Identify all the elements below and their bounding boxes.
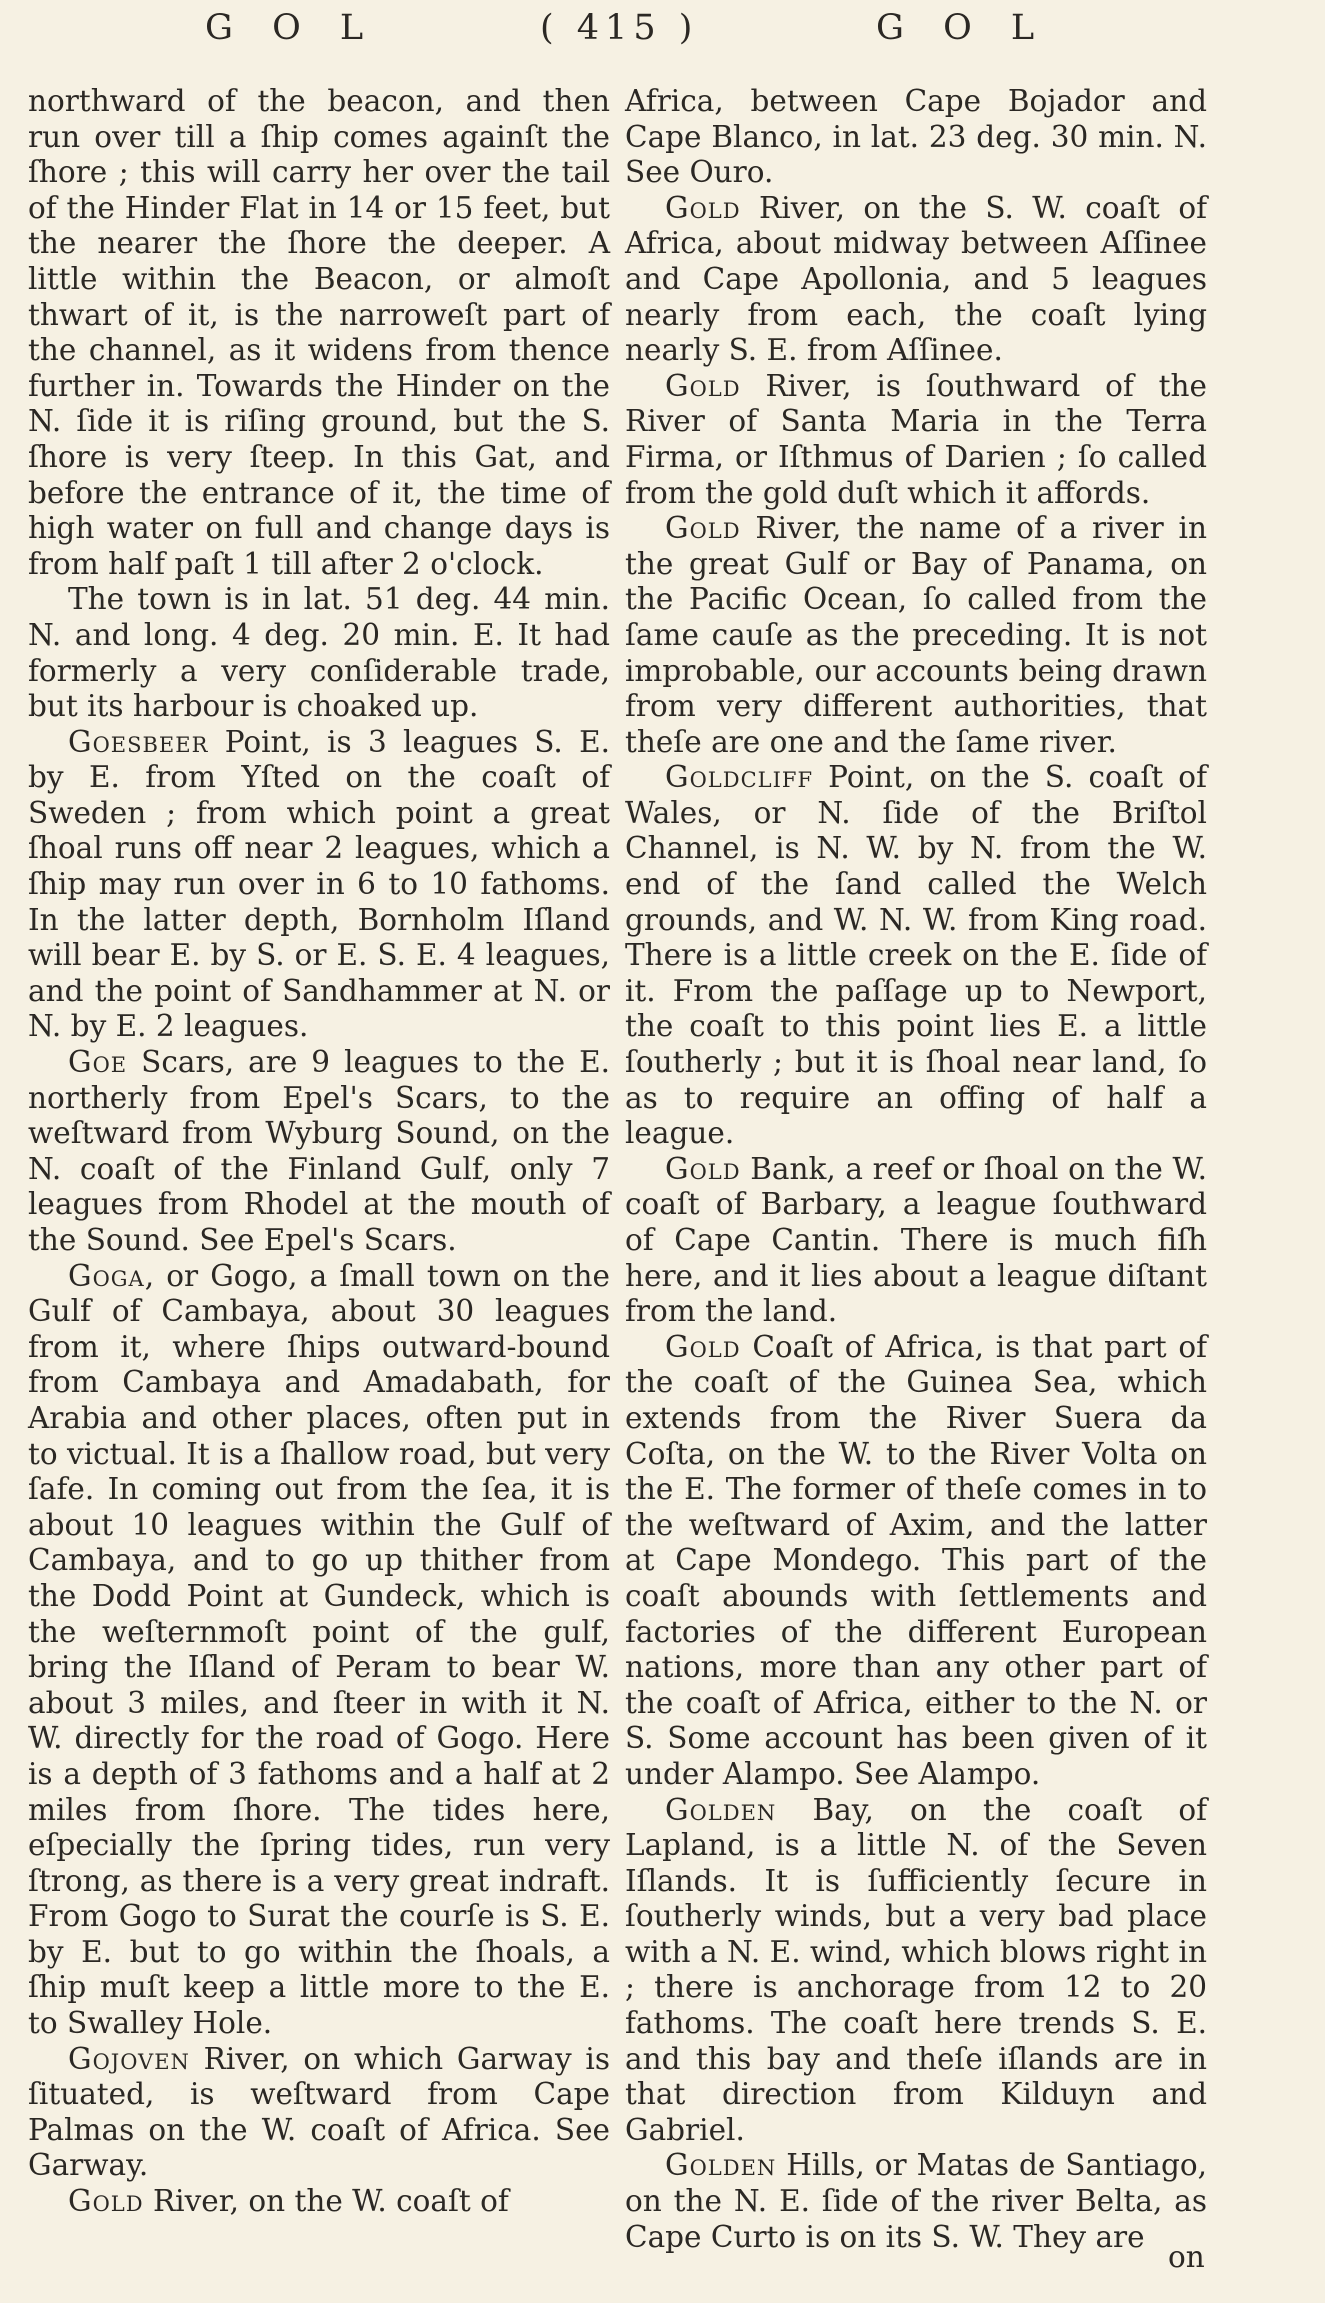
entry-headword: Gold: [665, 368, 741, 403]
entry-headword: Goga: [68, 1258, 145, 1293]
entry-text: River, on which Garway is ſituated, is weſtward from Cape Palmas on the W. coaſt of Africa. See Garway.: [28, 2041, 610, 2183]
entry-text: The town is in lat. 51 deg. 44 min. N. and long. 4 deg. 20 min. E. It had formerly a very conſiderable trade, but its harbour is choaked up.: [28, 582, 610, 724]
entry-paragraph: [625, 1330, 1207, 1793]
entry-paragraph: [28, 582, 610, 724]
entry-headword: Gold: [665, 1151, 741, 1186]
entry-text: Bank, a reef or ſhoal on the W. coaſt of Barbary, a league ſouthward of Cape Cantin. There is much fiſh here, and it lies about a league diſtant from the land.: [625, 1151, 1207, 1329]
entry-paragraph: [28, 84, 610, 582]
catchword: on: [1168, 2240, 1205, 2274]
entry-paragraph: [625, 369, 1207, 511]
entry-headword: Goe: [68, 1045, 128, 1080]
entry-text: Africa, between Cape Bojador and Cape Blanco, in lat. 23 deg. 30 min. N. See Ouro.: [625, 84, 1207, 190]
right-column: [625, 84, 1207, 2255]
entry-text: northward of the beacon, and then run over till a ſhip comes againſt the ſhore ; this will carry her over the tail of the Hinder Flat in 14 or 15 feet, but the nearer the ſhore the deeper. A little within the Beacon, or almoſt thwart of it, is the narroweſt part of the channel, as it widens from thence further in. Towards the Hinder on the N. ſide it is riſing ground, but the S. ſhore is very ſteep. In this Gat, and before the entrance of it, the time of high water on full and change days is from half paſt 1 till after 2 o'clock.: [28, 84, 610, 581]
entry-text: Coaſt of Africa, is that part of the coaſt of the Guinea Sea, which extends from the River Suera da Coſta, on the W. to the River Volta on the E. The former of theſe comes in to the weſtward of Axim, and the latter at Cape Mondego. This part of the coaſt abounds with ſettlements and factories of the different European nations, more than any other part of the coaſt of Africa, either to the N. or S. Some account has been given of it under Alampo. See Alampo.: [625, 1329, 1207, 1791]
entry-paragraph: [28, 725, 610, 1045]
entry-headword: Gold: [68, 2184, 144, 2219]
entry-text: Scars, are 9 leagues to the E. northerly from Epel's Scars, to the weſtward from Wyburg Sound, on the N. coaſt of the Finland Gulf, only 7 leagues from Rhodel at the mouth of the Sound. See Epel's Scars.: [28, 1045, 610, 1257]
entry-paragraph: [28, 2184, 610, 2220]
entry-headword: Golden: [665, 1792, 777, 1827]
entry-text: Hills, or Matas de Santiago, on the N. E. ſide of the river Belta, as Cape Curto is on its S. W. They are: [625, 2148, 1207, 2254]
entry-text: River, the name of a river in the great Gulf or Bay of Panama, on the Pacific Ocean, ſo called from the ſame cauſe as the preceding. It is not improbable, our accounts being drawn from very different authorities, that theſe are one and the ſame river.: [625, 511, 1207, 759]
entry-paragraph: [625, 1793, 1207, 2149]
entry-headword: Gold: [665, 190, 741, 225]
entry-text: Bay, on the coaſt of Lapland, is a little N. of the Seven Iſlands. It is ſufficiently ſecure in ſoutherly winds, but a very bad place with a N. E. wind, which blows right in ; there is anchorage from 12 to 20 fathoms. The coaſt here trends S. E. and this bay and theſe iſlands are in that direction from Kilduyn and Gabriel.: [625, 1792, 1207, 2147]
entry-headword: Goesbeer: [68, 724, 209, 759]
entry-paragraph: [625, 760, 1207, 1152]
entry-headword: Gold: [665, 1329, 741, 1364]
entry-text: River, is ſouthward of the River of Santa Maria in the Terra Firma, or Iſthmus of Darien ; ſo called from the gold duſt which it affords.: [625, 368, 1207, 510]
entry-headword: Goldcliff: [665, 760, 814, 795]
left-column: [28, 84, 610, 2220]
running-head-right: G O L: [876, 8, 1049, 48]
entry-paragraph: [625, 2148, 1207, 2255]
entry-paragraph: [625, 1152, 1207, 1330]
entry-text: , or Gogo, a ſmall town on the Gulf of Cambaya, about 30 leagues from it, where ſhips outward-bound from Cambaya and Amadabath, for Arabia and other places, often put in to victual. It is a ſhallow road, but very ſafe. In coming out from the ſea, it is about 10 leagues within the Gulf of Cambaya, and to go up thither from the Dodd Point at Gundeck, which is the weſternmoſt point of the gulf, bring the Iſland of Peram to bear W. about 3 miles, and ſteer in with it N. W. directly for the road of Gogo. Here is a depth of 3 fathoms and a half at 2 miles from ſhore. The tides here, eſpecially the ſpring tides, run very ſtrong, as there is a very great indraft. From Gogo to Surat the courſe is S. E. by E. but to go within the ſhoals, a ſhip muſt keep a little more to the E. to Swalley Hole.: [28, 1258, 610, 2041]
entry-paragraph: [625, 511, 1207, 760]
entry-paragraph: [625, 191, 1207, 369]
entry-paragraph: [625, 84, 1207, 191]
entry-headword: Golden: [665, 2148, 777, 2183]
entry-headword: Gold: [665, 511, 741, 546]
entry-text: Point, on the S. coaſt of Wales, or N. ſide of the Briſtol Channel, is N. W. by N. from the W. end of the ſand called the Welch grounds, and W. N. W. from King road. There is a little creek on the E. ſide of it. From the paſſage up to Newport, the coaſt to this point lies E. a little ſoutherly ; but it is ſhoal near land, ſo as to require an offing of half a league.: [625, 760, 1207, 1151]
entry-paragraph: [28, 1045, 610, 1259]
running-head-left: G O L: [205, 8, 378, 48]
entry-text: River, on the W. coaſt of: [143, 2184, 509, 2219]
entry-paragraph: [28, 2042, 610, 2184]
entry-text: River, on the S. W. coaſt of Africa, about midway between Aſſinee and Cape Apollonia, and 5 leagues nearly from each, the coaſt lying nearly S. E. from Aſſinee.: [625, 190, 1207, 368]
entry-headword: Gojoven: [68, 2041, 190, 2076]
entry-text: Point, is 3 leagues S. E. by E. from Yſted on the coaſt of Sweden ; from which point a great ſhoal runs off near 2 leagues, which a ſhip may run over in 6 to 10 fathoms. In the latter depth, Bornholm Iſland will bear E. by S. or E. S. E. 4 leagues, and the point of Sandhammer at N. or N. by E. 2 leagues.: [28, 724, 610, 1044]
entry-paragraph: [28, 1259, 610, 2042]
page-number: ( 415 ): [540, 8, 699, 48]
